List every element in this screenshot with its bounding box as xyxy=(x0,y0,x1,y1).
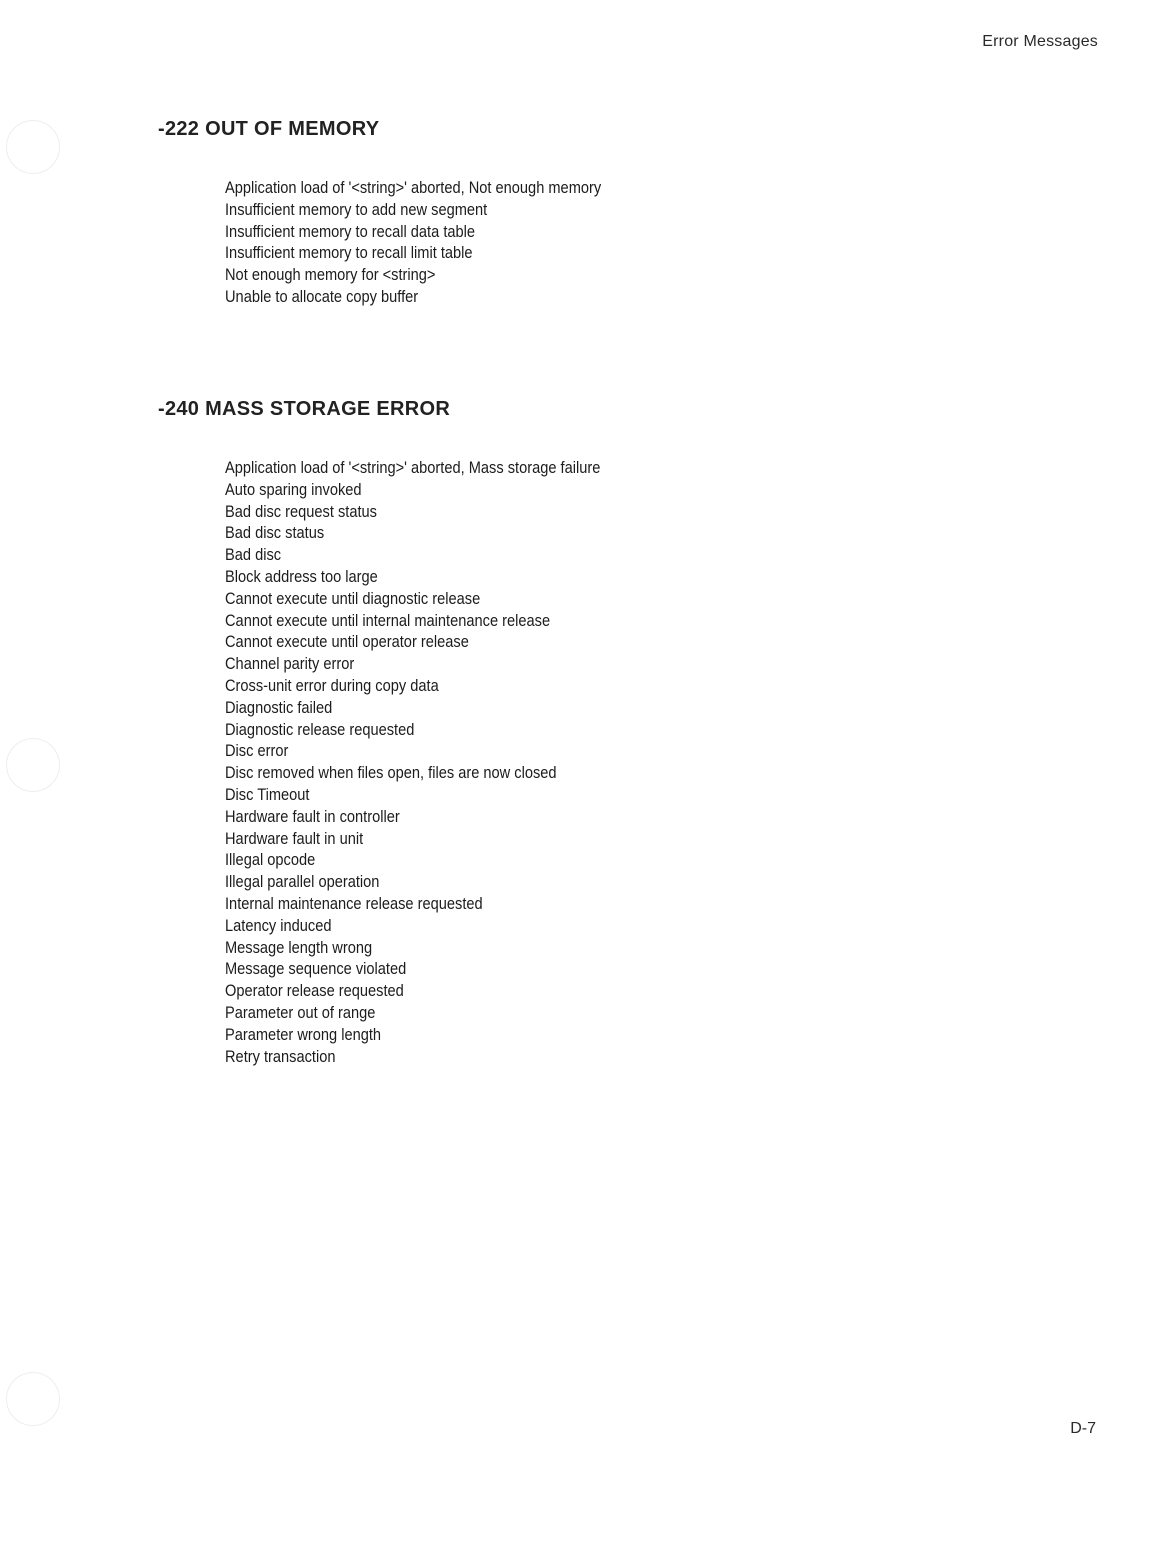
list-item: Channel parity error xyxy=(225,654,355,674)
punch-hole-decoration xyxy=(6,1372,60,1426)
list-item: Bad disc request status xyxy=(225,501,377,521)
list-item: Disc error xyxy=(225,741,289,761)
list-item: Internal maintenance release requested xyxy=(225,893,483,913)
list-item: Cannot execute until operator release xyxy=(225,632,469,652)
list-item: Block address too large xyxy=(225,566,378,586)
list-item: Bad disc xyxy=(225,545,282,565)
list-item: Parameter wrong length xyxy=(225,1024,382,1044)
list-item: Insufficient memory to recall limit table xyxy=(225,243,473,263)
section-mass-storage-error xyxy=(158,398,1058,1067)
list-item: Cannot execute until internal maintenance release xyxy=(225,610,551,630)
list-item: Message sequence violated xyxy=(225,959,407,979)
list-item: Message length wrong xyxy=(225,937,373,957)
list-item: Insufficient memory to recall data table xyxy=(225,221,476,241)
punch-hole-decoration xyxy=(6,738,60,792)
section-title: -222 OUT OF MEMORY xyxy=(158,118,380,140)
list-item: Auto sparing invoked xyxy=(225,479,362,499)
list-item: Cannot execute until diagnostic release xyxy=(225,588,481,608)
list-item: Operator release requested xyxy=(225,981,404,1001)
list-item: Unable to allocate copy buffer xyxy=(225,286,419,306)
list-item: Disc removed when files open, files are now closed xyxy=(225,763,557,783)
list-item: Not enough memory for <string> xyxy=(225,265,436,285)
list-item: Hardware fault in controller xyxy=(225,806,400,826)
list-item: Diagnostic failed xyxy=(225,697,333,717)
list-item: Retry transaction xyxy=(225,1046,336,1066)
message-list xyxy=(225,457,941,1067)
message-list xyxy=(225,177,941,308)
list-item: Application load of '<string>' aborted, Mass storage failure xyxy=(225,458,601,477)
list-item: Latency induced xyxy=(225,915,332,935)
list-item: Bad disc status xyxy=(225,523,325,543)
section-title: -240 MASS STORAGE ERROR xyxy=(158,398,451,420)
section-out-of-memory xyxy=(158,118,1058,308)
punch-hole-decoration xyxy=(6,120,60,174)
list-item: Diagnostic release requested xyxy=(225,719,415,739)
list-item: Disc Timeout xyxy=(225,784,310,804)
list-item: Hardware fault in unit xyxy=(225,828,364,848)
list-item: Illegal opcode xyxy=(225,850,316,870)
running-header: Error Messages xyxy=(982,33,1098,50)
list-item: Illegal parallel operation xyxy=(225,872,380,892)
list-item: Cross-unit error during copy data xyxy=(225,675,439,695)
list-item: Parameter out of range xyxy=(225,1002,376,1022)
page-number: D-7 xyxy=(1070,1420,1096,1437)
list-item: Application load of '<string>' aborted, Not enough memory xyxy=(225,178,602,197)
list-item: Insufficient memory to add new segment xyxy=(225,199,488,219)
